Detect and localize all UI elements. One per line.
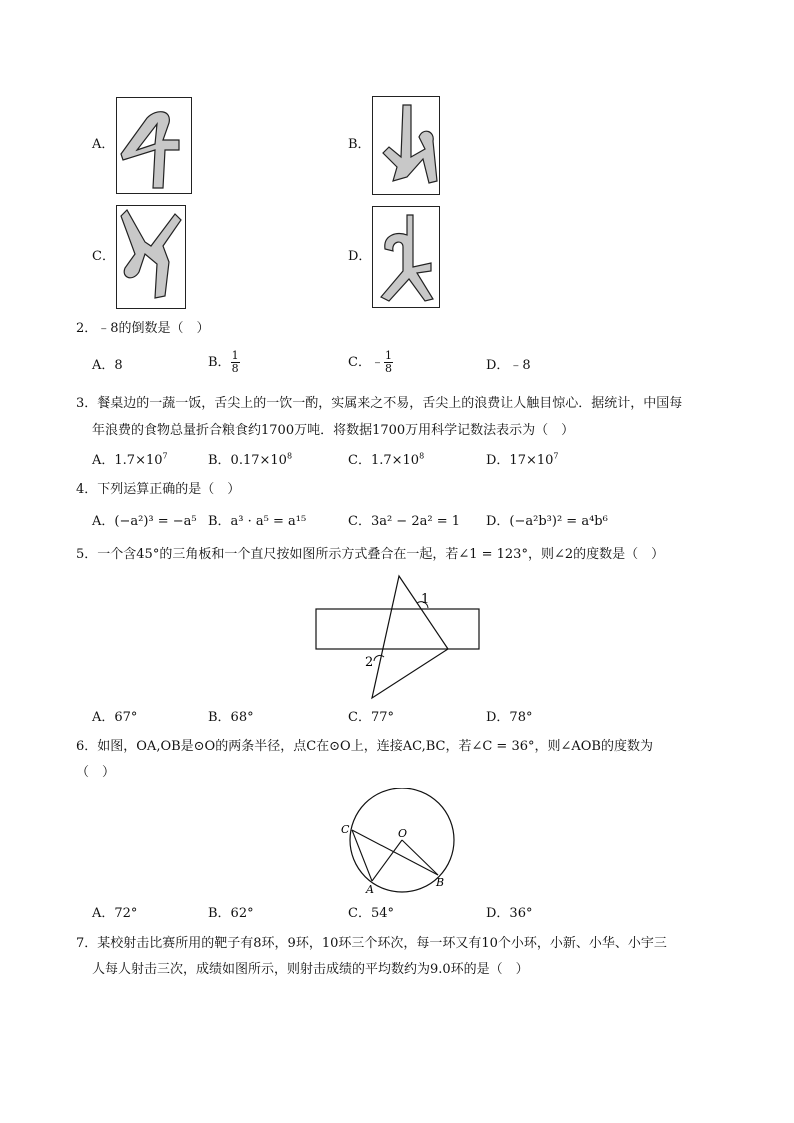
q4-stem: 4．下列运算正确的是（ ） — [76, 482, 241, 497]
q3-stem-line2: 年浪费的食物总量折合粮食约1700万吨．将数据1700万用科学记数法表示为（ ） — [92, 423, 575, 438]
q1-option-c-letter: C． — [92, 249, 115, 264]
q4-option-c: C．3a² − 2a² = 1 — [348, 514, 460, 529]
q7-stem-line1: 7．某校射击比赛所用的靶子有8环，9环，10环三个环次，每一环又有10个小环，小新、小华、小宇三 — [76, 936, 667, 951]
q2-option-c-prefix: C．﹣ — [348, 354, 384, 370]
point-b-label: B — [436, 876, 445, 889]
point-c-label: C — [341, 823, 350, 836]
q2-option-b-fraction — [231, 350, 240, 375]
q2-option-c-fraction — [384, 350, 393, 375]
q3-option-c-base: C．1.7×10 — [348, 453, 420, 468]
angle1-label: 1 — [421, 592, 430, 607]
q5-ruler-triangle-figure — [300, 570, 500, 705]
q2-option-b-prefix: B． — [208, 354, 231, 370]
q2-option-c-denominator: 8 — [384, 362, 392, 375]
ruler-rect — [316, 609, 479, 649]
q1-option-a-letter: A． — [92, 137, 115, 152]
triangle-shape — [372, 576, 448, 698]
q6-stem: 6．如图，OA,OB是⊙O的两条半径，点C在⊙O上，连接AC,BC，若∠C = 36°，则∠AOB的度数为 — [76, 739, 653, 754]
point-a-label: A — [366, 883, 374, 896]
q3-stem-line1: 3．餐桌边的一蔬一饭，舌尖上的一饮一酌，实属来之不易，舌尖上的浪费让人触目惊心．据统计，中国每 — [76, 396, 683, 411]
q2-option-c — [348, 350, 393, 375]
q5-stem: 5．一个含45°的三角板和一个直尺按如图所示方式叠合在一起，若∠1 = 123°，则∠2的度数是（ ） — [76, 547, 665, 562]
q6-option-c: C．54° — [348, 906, 394, 921]
q1-option-a-figure — [116, 97, 192, 194]
q3-option-c — [348, 452, 424, 470]
q4-option-b: B．a³ · a⁵ = a¹⁵ — [208, 514, 307, 529]
q2-option-d: D．﹣8 — [486, 358, 531, 373]
q2-option-b — [208, 350, 240, 375]
q7-stem-line2: 人每人射击三次，成绩如图所示，则射击成绩的平均数约为9.0环的是（ ） — [92, 962, 529, 977]
segment-ob — [402, 840, 438, 875]
angle2-label: 2 — [365, 655, 374, 670]
q6-option-d: D．36° — [486, 906, 533, 921]
q4-option-a: A．(−a²)³ = −a⁵ — [92, 514, 197, 529]
q3-option-a-exponent: 7 — [162, 451, 168, 461]
segment-oa — [372, 840, 402, 881]
q3-option-a-base: A．1.7×10 — [92, 453, 163, 468]
q3-option-b-exponent: 8 — [286, 451, 293, 461]
q5-option-c: C．77° — [348, 710, 394, 725]
q2-option-a: A．8 — [92, 358, 123, 373]
q2-option-b-numerator: 1 — [231, 349, 239, 362]
q1-option-c-figure — [116, 205, 186, 309]
q3-option-b-base: B．0.17×10 — [208, 453, 287, 468]
segment-cb — [352, 830, 438, 875]
q4-option-d: D．(−a²b³)² = a⁴b⁶ — [486, 514, 608, 529]
q6-option-a: A．72° — [92, 906, 138, 921]
q1-option-d-figure — [372, 206, 440, 308]
q5-option-a: A．67° — [92, 710, 138, 725]
q3-option-c-exponent: 8 — [419, 451, 425, 461]
q1-option-b-letter: B． — [348, 137, 371, 152]
angle2-arc — [374, 655, 384, 661]
q3-option-a — [92, 452, 168, 470]
q3-option-b — [208, 452, 292, 470]
q1-option-d-letter: D． — [348, 249, 372, 264]
q2-option-b-denominator: 8 — [231, 362, 239, 375]
q6-circle-figure — [332, 788, 462, 900]
q3-option-d — [486, 452, 559, 470]
q6-stem-line2: （ ） — [76, 765, 116, 780]
q2-option-c-numerator: 1 — [384, 349, 392, 362]
q6-option-b: B．62° — [208, 906, 254, 921]
q1-option-b-figure — [372, 96, 440, 195]
q2-stem: 2．﹣8的倒数是（ ） — [76, 321, 210, 336]
q5-option-b: B．68° — [208, 710, 254, 725]
q5-option-d: D．78° — [486, 710, 533, 725]
point-o-label: O — [398, 827, 408, 840]
q3-option-d-base: D．17×10 — [486, 453, 554, 468]
q3-option-d-exponent: 7 — [553, 451, 559, 461]
